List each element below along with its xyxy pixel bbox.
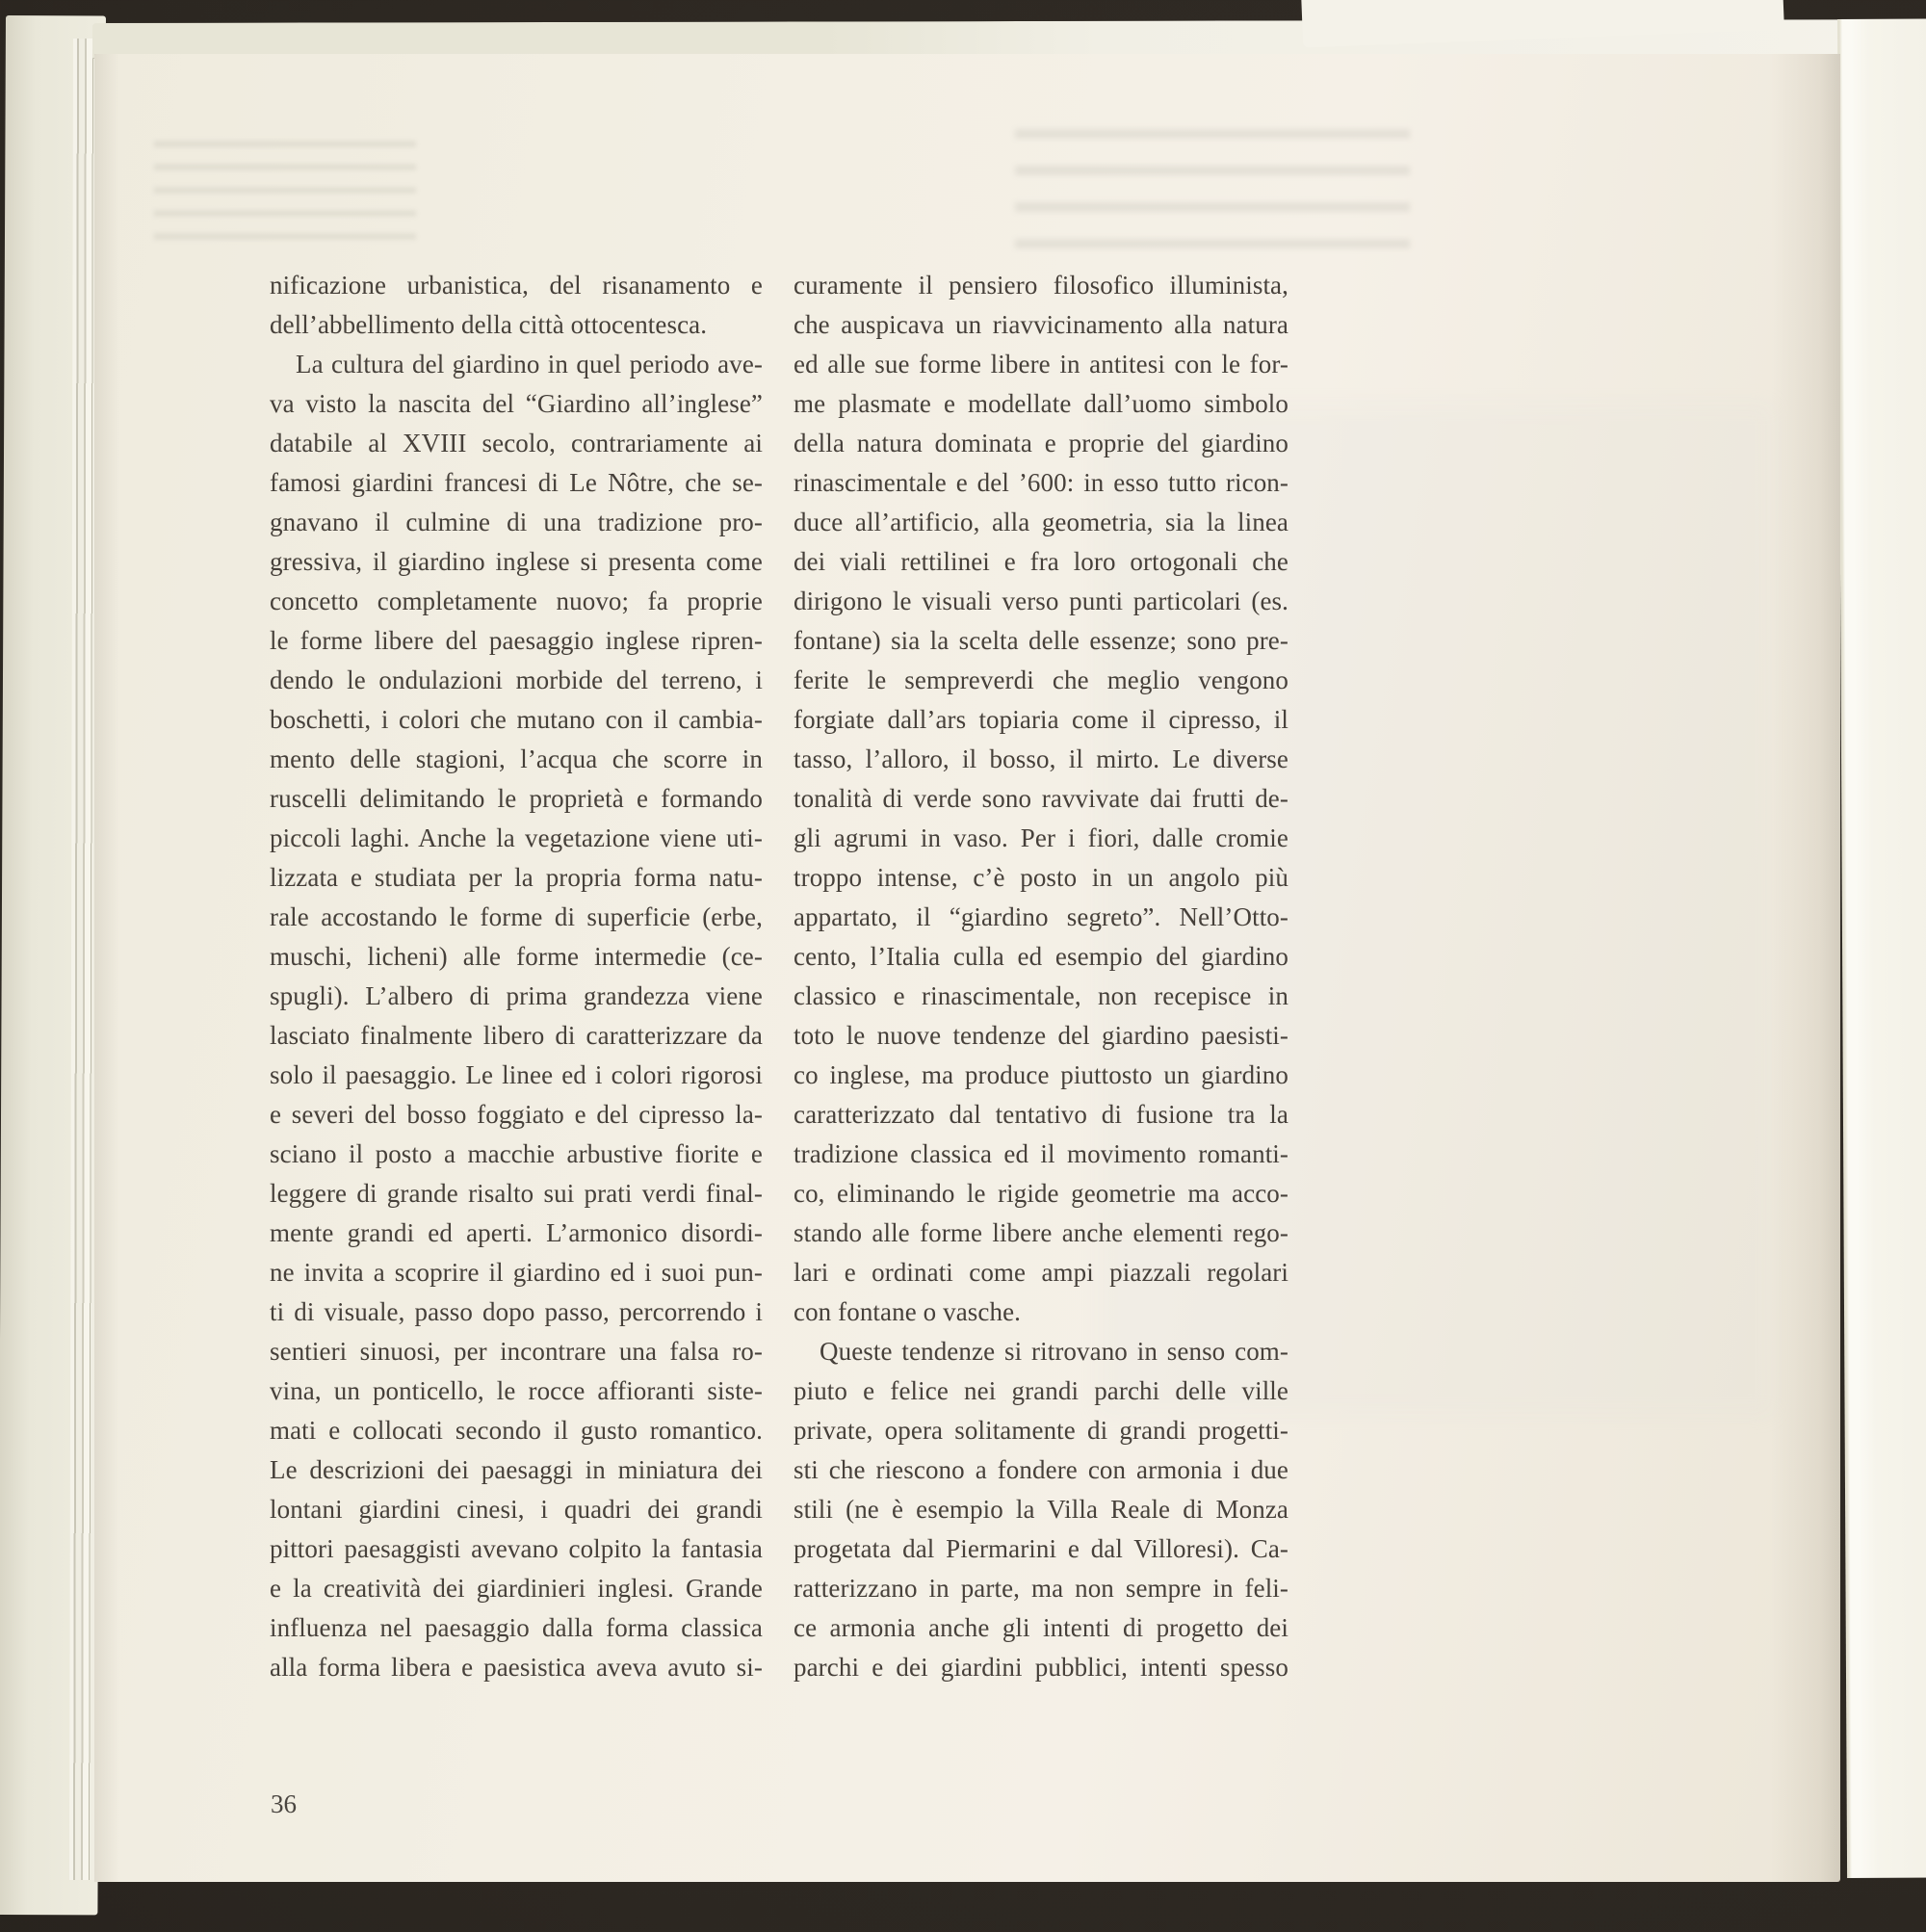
text-line: dirigono le visuali verso punti particolari (es.: [794, 587, 1288, 615]
text-column-left: [270, 266, 763, 1687]
text-line: piuto e felice nei grandi parchi delle ville: [794, 1376, 1288, 1405]
text-line: ruscelli delimitando le proprietà e formando: [270, 784, 763, 813]
text-line: Le descrizioni dei paesaggi in miniatura dei: [270, 1455, 763, 1484]
text-line: ne invita a scoprire il giardino ed i suoi pun-: [270, 1258, 763, 1287]
text-line: sti che riescono a fondere con armonia i due: [794, 1455, 1288, 1484]
text-line: mente grandi ed aperti. L’armonico disordi-: [270, 1218, 763, 1247]
text-line: toto le nuove tendenze del giardino paesisti-: [794, 1021, 1288, 1050]
text-line: La cultura del giardino in quel periodo ave-: [296, 350, 763, 379]
page-number: 36: [271, 1789, 297, 1818]
text-line: tonalità di verde sono ravvivate dai frutti de-: [794, 784, 1288, 813]
text-line: sentieri sinuosi, per incontrare una falsa ro-: [270, 1337, 763, 1366]
text-line: duce all’artificio, alla geometria, sia la linea: [794, 508, 1288, 536]
text-line: boschetti, i colori che mutano con il cambia-: [270, 705, 763, 734]
text-line: le forme libere del paesaggio inglese ripren-: [270, 626, 763, 655]
text-line: me plasmate e modellate dall’uomo simbolo: [794, 389, 1288, 418]
text-line: gressiva, il giardino inglese si presenta come: [270, 547, 763, 576]
text-line: ce armonia anche gli intenti di progetto dei: [794, 1613, 1288, 1642]
text-line: gli agrumi in vaso. Per i fiori, dalle cromie: [794, 823, 1288, 852]
text-line: ferite le sempreverdi che meglio vengono: [794, 666, 1288, 694]
text-line: leggere di grande risalto sui prati verdi final-: [270, 1179, 763, 1208]
text-line: va visto la nascita del “Giardino all’inglese”: [270, 389, 763, 418]
text-line: della natura dominata e proprie del giardino: [794, 429, 1288, 457]
text-line: curamente il pensiero filosofico illuminista,: [794, 271, 1288, 300]
text-line: e severi del bosso foggiato e del cipresso la-: [270, 1100, 763, 1129]
text-line: ed alle sue forme libere in antitesi con le for-: [794, 350, 1288, 379]
text-line: lontani giardini cinesi, i quadri dei grandi: [270, 1495, 763, 1524]
text-line: troppo intense, c’è posto in un angolo più: [794, 863, 1288, 892]
text-line: fontane) sia la scelta delle essenze; sono pre-: [794, 626, 1288, 655]
text-line: caratterizzato dal tentativo di fusione tra la: [794, 1100, 1288, 1129]
text-line: pittori paesaggisti avevano colpito la fantasia: [270, 1534, 763, 1563]
text-line: vina, un ponticello, le rocce affioranti siste-: [270, 1376, 763, 1405]
text-line: spugli). L’albero di prima grandezza viene: [270, 981, 763, 1010]
text-line: concetto completamente nuovo; fa proprie: [270, 587, 763, 615]
text-line: nificazione urbanistica, del risanamento e: [270, 271, 763, 300]
text-line: parchi e dei giardini pubblici, intenti spesso: [794, 1653, 1288, 1682]
text-line: rinascimentale e del ’600: in esso tutto ricon-: [794, 468, 1288, 497]
ghost-text-top-left: [154, 141, 416, 248]
text-line: e la creatività dei giardinieri inglesi. Grande: [270, 1574, 763, 1603]
text-line: piccoli laghi. Anche la vegetazione viene uti-: [270, 823, 763, 852]
text-line: muschi, licheni) alle forme intermedie (ce-: [270, 942, 763, 971]
text-line: classico e rinascimentale, non recepisce in: [794, 981, 1288, 1010]
text-line: sciano il posto a macchie arbustive fiorite e: [270, 1139, 763, 1168]
text-line: co, eliminando le rigide geometrie ma acco-: [794, 1179, 1288, 1208]
text-line: mento delle stagioni, l’acqua che scorre in: [270, 744, 763, 773]
text-line: appartato, il “giardino segreto”. Nell’Otto-: [794, 902, 1288, 931]
text-line: con fontane o vasche.: [794, 1297, 1022, 1326]
text-line: private, opera solitamente di grandi progetti-: [794, 1416, 1288, 1445]
text-column-right: [794, 266, 1288, 1687]
text-line: stando alle forme libere anche elementi rego-: [794, 1218, 1288, 1247]
text-line: lari e ordinati come ampi piazzali regolari: [794, 1258, 1288, 1287]
text-line: rale accostando le forme di superficie (erbe,: [270, 902, 763, 931]
text-line: databile al XVIII secolo, contrariamente ai: [270, 429, 763, 457]
text-line: dendo le ondulazioni morbide del terreno, i: [270, 666, 763, 694]
text-line: progetata dal Piermarini e dal Villoresi). Ca-: [794, 1534, 1288, 1563]
text-line: mati e collocati secondo il gusto romantico.: [270, 1416, 763, 1445]
text-line: ti di visuale, passo dopo passo, percorrendo i: [270, 1297, 763, 1326]
text-line: forgiate dall’ars topiaria come il cipresso, il: [794, 705, 1288, 734]
text-line: influenza nel paesaggio dalla forma classica: [270, 1613, 763, 1642]
text-line: solo il paesaggio. Le linee ed i colori rigorosi: [270, 1060, 763, 1089]
text-line: tasso, l’alloro, il bosso, il mirto. Le diverse: [794, 744, 1288, 773]
text-line: alla forma libera e paesistica aveva avuto si-: [270, 1653, 763, 1682]
text-line: tradizione classica ed il movimento romanti-: [794, 1139, 1288, 1168]
text-line: lasciato finalmente libero di caratterizzare da: [270, 1021, 763, 1050]
text-line: famosi giardini francesi di Le Nôtre, che se-: [270, 468, 763, 497]
text-line: co inglese, ma produce piuttosto un giardino: [794, 1060, 1288, 1089]
text-line: dei viali rettilinei e fra loro ortogonali che: [794, 547, 1288, 576]
text-line: cento, l’Italia culla ed esempio del giardino: [794, 942, 1288, 971]
text-line: dell’abbellimento della città ottocentesca.: [270, 310, 708, 339]
text-line: ratterizzano in parte, ma non sempre in feli-: [794, 1574, 1288, 1603]
text-line: gnavano il culmine di una tradizione pro-: [270, 508, 763, 536]
text-line: Queste tendenze si ritrovano in senso com-: [820, 1337, 1288, 1366]
text-line: lizzata e studiata per la propria forma natu-: [270, 863, 763, 892]
facing-page-edge: [1837, 19, 1926, 1878]
text-line: che auspicava un riavvicinamento alla natura: [794, 310, 1288, 339]
text-line: stili (ne è esempio la Villa Reale di Monza: [794, 1495, 1288, 1524]
ghost-text-top-right: [1015, 129, 1410, 262]
